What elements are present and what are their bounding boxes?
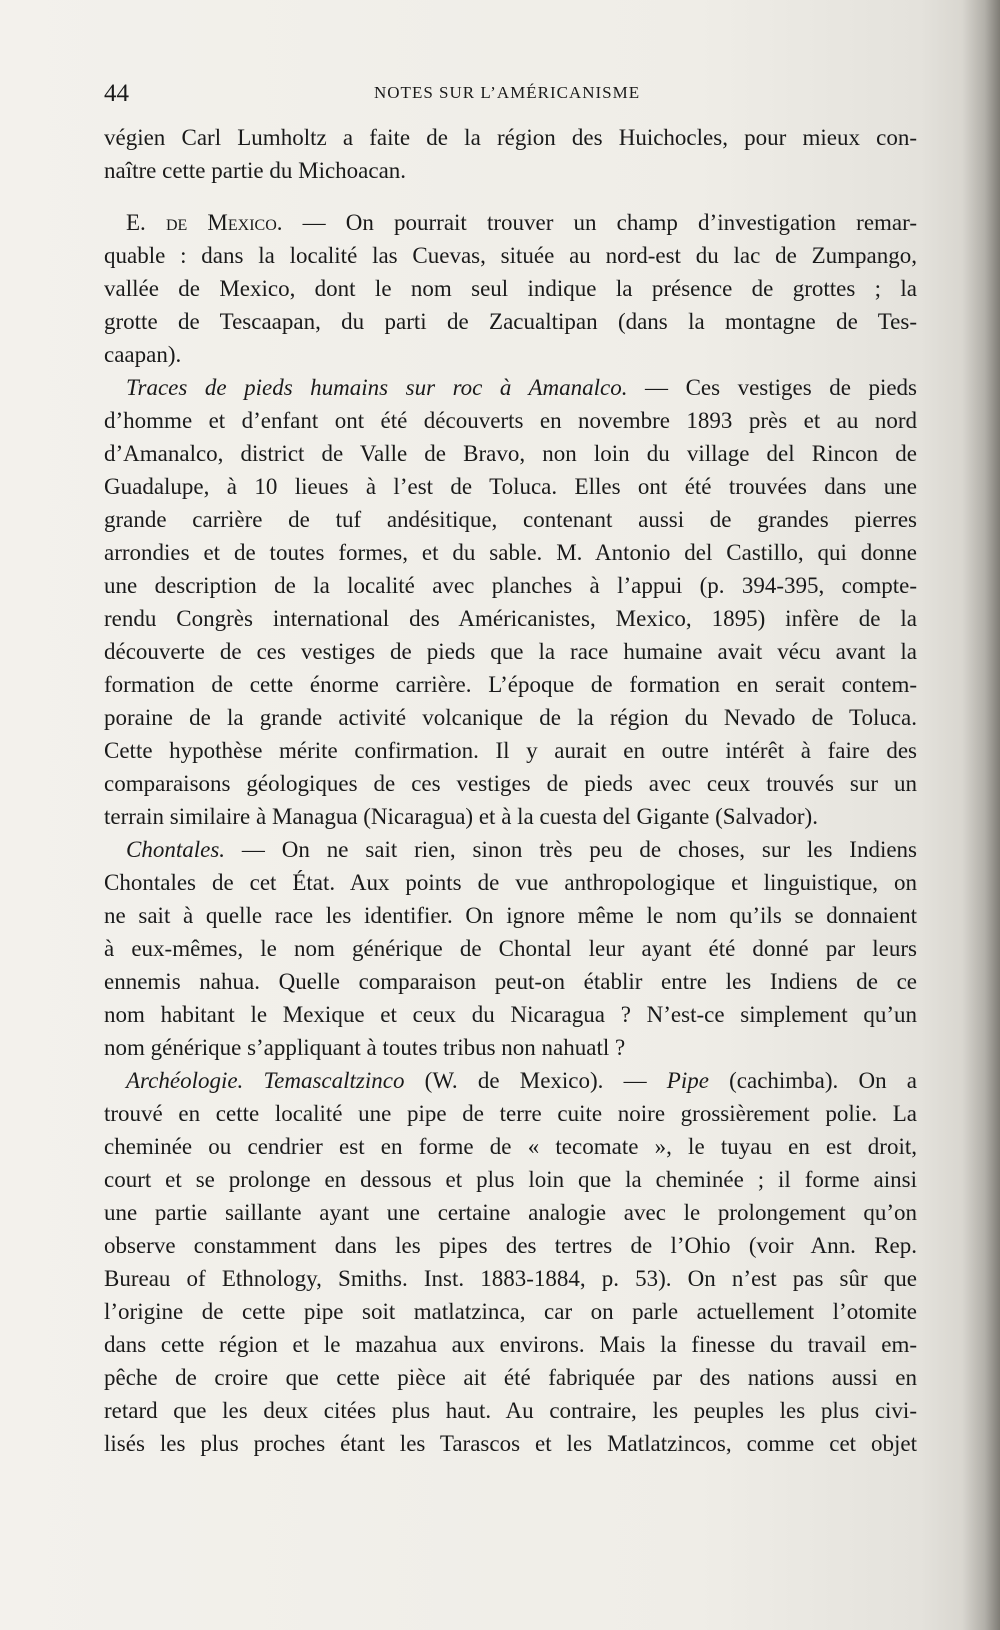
text-line: d’homme et d’enfant ont été découverts en novembre 1893 près et au nord — [104, 408, 917, 433]
text-line: pêche de croire que cette pièce ait été fabriquée par des nations aussi en — [104, 1365, 917, 1390]
text-line — [104, 1064, 917, 1097]
text-line: Chontales de cet État. Aux points de vue anthropologique et linguistique, on — [104, 870, 917, 895]
text-line: terrain similaire à Managua (Nicaragua) et à la cuesta del Gigante (Salvador). — [104, 804, 818, 829]
text-line: quable : dans la localité las Cuevas, située au nord-est du lac de Zumpango, — [104, 243, 917, 268]
text-line: naître cette partie du Michoacan. — [104, 158, 407, 183]
text-line: arrondies et de toutes formes, et du sable. M. Antonio del Castillo, qui donne — [104, 540, 917, 565]
page-body — [104, 121, 917, 1460]
text-line: Cette hypothèse mérite confirmation. Il y aurait en outre intérêt à faire des — [104, 738, 917, 763]
section-letter: E. — [126, 210, 146, 235]
text-line: comparaisons géologiques de ces vestiges de pieds avec ceux trouvés sur un — [104, 771, 917, 796]
text-line: grotte de Tescaapan, du parti de Zacualtipan (dans la montagne de Tes- — [104, 309, 917, 334]
running-head: NOTES SUR L’AMÉRICANISME — [374, 83, 641, 102]
text-line: retard que les deux citées plus haut. Au contraire, les peuples les plus civi- — [104, 1398, 917, 1423]
item-heading: Pipe — [666, 1068, 709, 1093]
text-line: une partie saillante ayant une certaine analogie avec le prolongement qu’on — [104, 1200, 917, 1225]
text-line: cheminée ou cendrier est en forme de « tecomate », le tuyau en est droit, — [104, 1134, 917, 1159]
text-line: nom générique s’appliquant à toutes tribus non nahuatl ? — [104, 1035, 626, 1060]
page-header — [104, 80, 904, 110]
text-run: — On pourrait trouver un champ d’investigation remar- — [282, 210, 917, 235]
text-line: nom habitant le Mexique et ceux du Nicaragua ? N’est-ce simplement qu’un — [104, 1002, 917, 1027]
text-line: vallée de Mexico, dont le nom seul indique la présence de grottes ; la — [104, 276, 917, 301]
page-binding-shadow — [962, 0, 1000, 1630]
text-line: Guadalupe, à 10 lieues à l’est de Toluca. Elles ont été trouvées dans une — [104, 474, 917, 499]
text-line: dans cette région et le mazahua aux environs. Mais la finesse du travail em- — [104, 1332, 917, 1357]
section-heading: de Mexico. — [165, 210, 283, 235]
text-line: l’origine de cette pipe soit matlatzinca, car on parle actuellement l’otomite — [104, 1299, 917, 1324]
subsection-heading: Chontales. — [126, 837, 226, 862]
text-line — [104, 833, 917, 866]
text-line: découverte de ces vestiges de pieds que la race humaine avait vécu avant la — [104, 639, 917, 664]
text-line: grande carrière de tuf andésitique, contenant aussi de grandes pierres — [104, 507, 917, 532]
text-line: caapan). — [104, 342, 182, 367]
text-line: végien Carl Lumholtz a faite de la région des Huichocles, pour mieux con- — [104, 125, 917, 150]
text-run: (cachimba). On a — [708, 1068, 917, 1093]
paragraph-gap — [104, 187, 917, 206]
text-line: lisés les plus proches étant les Tarascos et les Matlatzincos, comme cet objet — [104, 1431, 917, 1456]
text-line: trouvé en cette localité une pipe de terre cuite noire grossièrement polie. La — [104, 1101, 917, 1126]
text-line: à eux-mêmes, le nom générique de Chontal leur ayant été donné par leurs — [104, 936, 917, 961]
page-number: 44 — [104, 80, 129, 107]
text-line: une description de la localité avec planches à l’appui (p. 394-395, compte- — [104, 573, 917, 598]
text-line — [104, 371, 917, 404]
text-line: court et se prolonge en dessous et plus loin que la cheminée ; il forme ainsi — [104, 1167, 917, 1192]
text-run: — Ces vestiges de pieds — [627, 375, 917, 400]
subsection-heading: Traces de pieds humains sur roc à Amanalco. — [126, 375, 628, 400]
subsection-heading: Archéologie. Temascaltzinco — [126, 1068, 405, 1093]
text-line: poraine de la grande activité volcanique de la région du Nevado de Toluca. — [104, 705, 917, 730]
text-line: formation de cette énorme carrière. L’époque de formation en serait contem- — [104, 672, 917, 697]
text-line: rendu Congrès international des Américanistes, Mexico, 1895) infère de la — [104, 606, 917, 631]
text-line: observe constamment dans les pipes des tertres de l’Ohio (voir Ann. Rep. — [104, 1233, 917, 1258]
text-line: ne sait à quelle race les identifier. On ignore même le nom qu’ils se donnaient — [104, 903, 917, 928]
text-line: d’Amanalco, district de Valle de Bravo, non loin du village del Rincon de — [104, 441, 917, 466]
text-run: (W. de Mexico). — — [404, 1068, 667, 1093]
text-line: Bureau of Ethnology, Smiths. Inst. 1883-1884, p. 53). On n’est pas sûr que — [104, 1266, 917, 1291]
text-line — [104, 206, 917, 239]
text-line: ennemis nahua. Quelle comparaison peut-on établir entre les Indiens de ce — [104, 969, 917, 994]
text-run: — On ne sait rien, sinon très peu de choses, sur les Indiens — [225, 837, 917, 862]
